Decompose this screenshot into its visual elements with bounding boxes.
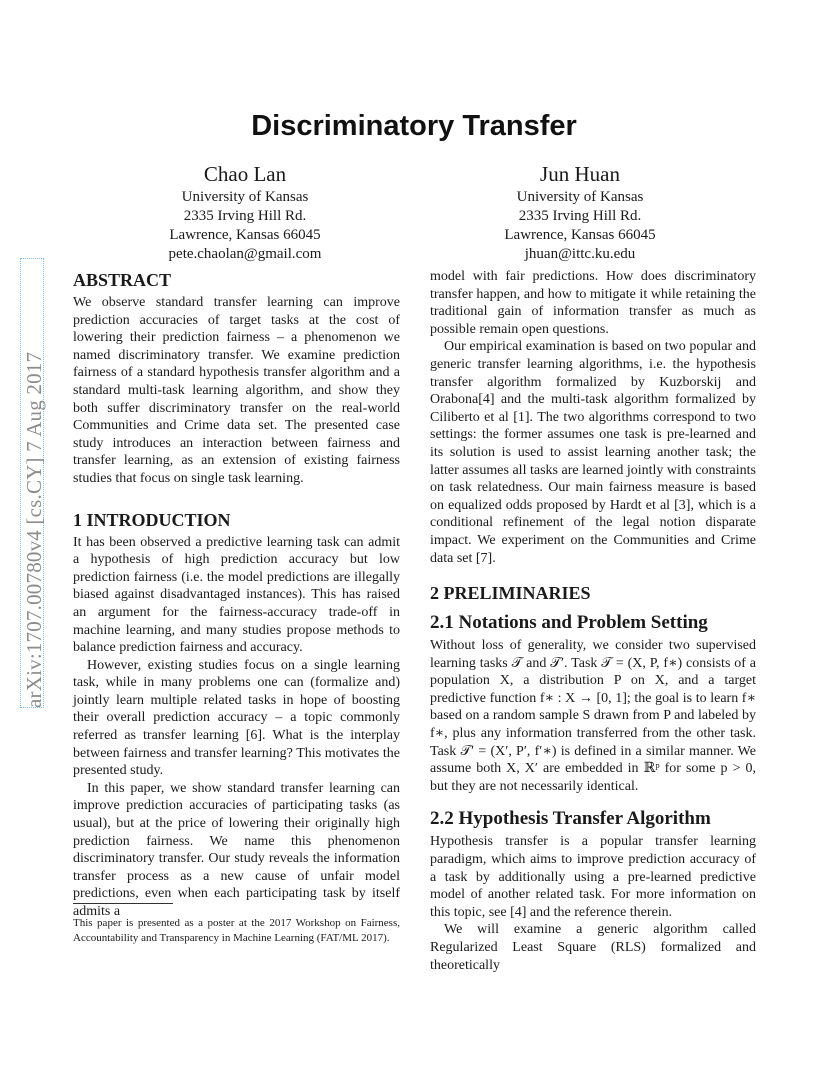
right-column — [430, 268, 756, 974]
body-paragraph: model with fair predictions. How does discriminatory transfer happen, and how to mitigate it while retaining the traditional gain of information transfer as much as possible remain open questions. — [430, 269, 756, 337]
author-affiliation: University of Kansas — [181, 189, 309, 205]
author-2 — [465, 160, 695, 264]
arxiv-id: arXiv:1707.00780v4 [cs.CY] 7 Aug 2017 — [22, 351, 46, 708]
author-city: Lawrence, Kansas 66045 — [169, 227, 321, 243]
abstract-heading: ABSTRACT — [73, 270, 172, 290]
body-paragraph: Our empirical examination is based on two popular and generic transfer learning algorithms, i.e. the hypothesis transfer algorithm formalized by Kuzborskij and Orabona[4] and the multi-task algorithm formalized by Ciliberto et al [1]. The two algorithms correspond to two settings: the former assumes one task is pre-learned and its solution is used to assist learning another task; the latter assumes all tasks are learned jointly with constraints on task relatedness. Our main fairness measure is based on equalized odds proposed by Hardt et al [3], which is a conditional refinement of the legal notion disparate impact. We experiment on the Communities and Crime data set [7]. — [430, 339, 756, 566]
body-paragraph: Hypothesis transfer is a popular transfer learning paradigm, which aims to improve prediction accuracy of a task by additionally using a pre-learned predictive model of another related task. For more information on this topic, see [4] and the reference therein. — [430, 834, 756, 920]
intro-paragraph: It has been observed a predictive learning task can admit a hypothesis of high prediction accuracy but low prediction fairness (i.e. the model predictions are illegally biased against disadvantaged instances). This has raised an argument for the fairness-accuracy trade-off in machine learning, and many studies propose methods to balance prediction fairness and accuracy. — [73, 534, 400, 656]
author-name: Jun Huan — [540, 162, 620, 186]
intro-paragraph: However, existing studies focus on a single learning task, while in many problems one can (formalize and) jointly learn multiple related tasks in hope of boosting their overall prediction accuracy – a topic commonly referred as transfer learning [6]. What is the interplay between fairness and transfer learning? This motivates the presented study. — [73, 657, 400, 779]
author-email: jhuan@ittc.ku.edu — [524, 246, 636, 262]
footnote: This paper is presented as a poster at the 2017 Workshop on Fairness, Accountability and Transparency in Machine Learning (FAT/ML 2017). — [73, 917, 400, 944]
author-1 — [130, 160, 360, 264]
subsection-heading: 2.2 Hypothesis Transfer Algorithm — [430, 808, 711, 830]
abstract-text: We observe standard transfer learning can improve prediction accuracies of target tasks at the cost of lowering their prediction fairness – a phenomenon we named discriminatory transfer. We examine prediction fairness of a standard hypothesis transfer algorithm and a standard multi-task learning algorithm, and show they both suffer discriminatory transfer on the real-world Communities and Crime data set. The presented case study introduces an interaction between fairness and transfer learning, as an extension of existing fairness studies that focus on single task learning. — [73, 295, 400, 486]
arxiv-stamp — [22, 258, 44, 708]
author-email: pete.chaolan@gmail.com — [168, 246, 322, 262]
author-affiliation: University of Kansas — [516, 189, 644, 205]
footnote-rule — [73, 903, 173, 904]
intro-heading: 1 INTRODUCTION — [73, 509, 231, 530]
author-name: Chao Lan — [203, 162, 287, 186]
author-city: Lawrence, Kansas 66045 — [504, 227, 656, 243]
paper-title: Discriminatory Transfer — [251, 110, 577, 142]
left-column — [73, 268, 400, 921]
author-street: 2335 Irving Hill Rd. — [518, 208, 642, 224]
subsection-heading: 2.1 Notations and Problem Setting — [430, 612, 708, 634]
body-paragraph: Without loss of generality, we consider two supervised learning tasks 𝒯 and 𝒯′. Task 𝒯 = (X, P, f∗) consists of a population X, a distribution P on X, and a target predictive function f∗ : X → [0, 1]; the goal is to learn f∗ based on a random sample S drawn from P and labeled by f∗, plus any information transferred from the other task. Task 𝒯′ = (X′, P′, f′∗) is defined in a similar manner. We assume both X, X′ are embedded in ℝᵖ for some p > 0, but they are not necessarily identical. — [430, 638, 756, 794]
intro-paragraph: In this paper, we show standard transfer learning can improve prediction accuracies of participating tasks (as usual), but at the price of lowering their originally high prediction fairness. We name this phenomenon discriminatory transfer. Our study reveals the information transfer process as a new cause of unfair model predictions, even when each participating task by itself admits a — [73, 780, 400, 919]
section-heading: 2 PRELIMINARIES — [430, 583, 591, 604]
author-street: 2335 Irving Hill Rd. — [183, 208, 307, 224]
body-paragraph: We will examine a generic algorithm called Regularized Least Square (RLS) formalized and theoretically — [430, 922, 756, 973]
